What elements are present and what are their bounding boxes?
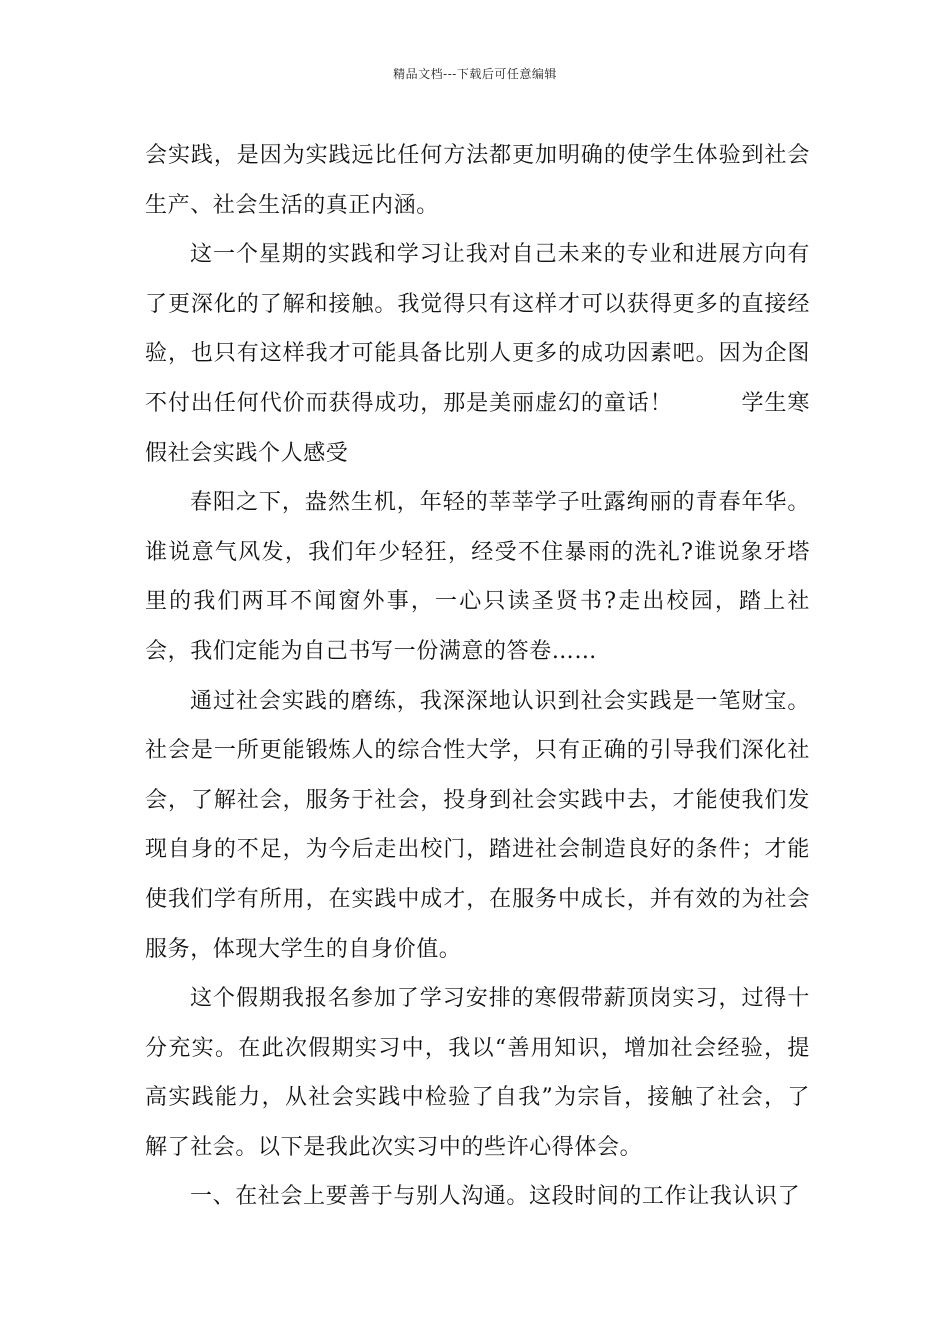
paragraph-6: 一、在社会上要善于与别人沟通。这段时间的工作让我认识了 xyxy=(190,1184,801,1210)
paragraph-5: 这个假期我报名参加了学习安排的寒假带薪顶岗实习，过得十分充实。在此次假期实习中，我以“善用知识，增加社会经验，提高实践能力，从社会实践中检验了自我”为宗旨，接触了社会，了解了社会。以下是我此次实习中的些许心得体会。 xyxy=(145,986,810,1160)
paragraph-1: 会实践，是因为实践远比任何方法都更加明确的使学生体验到社会生产、社会生活的真正内涵。 xyxy=(145,143,810,218)
paragraph-4: 通过社会实践的磨练，我深深地认识到社会实践是一笔财宝。社会是一所更能锻炼人的综合性大学，只有正确的引导我们深化社会，了解社会，服务于社会，投身到社会实践中去，才能使我们发现自身的不足，为今后走出校门，踏进社会制造良好的条件；才能使我们学有所用，在实践中成才，在服务中成长，并有效的为社会服务，体现大学生的自身价值。 xyxy=(145,688,810,962)
page-header: 精品文档---下载后可任意编辑 xyxy=(393,67,557,81)
paragraph-2: 这一个星期的实践和学习让我对自己未来的专业和进展方向有了更深化的了解和接触。我觉得只有这样才可以获得更多的直接经验，也只有这样我才可能具备比别人更多的成功因素吧。因为企图不付出任何代价而获得成功，那是美丽虚幻的童话！ 学生寒假社会实践个人感受 xyxy=(145,242,810,466)
paragraph-3: 春阳之下，盎然生机，年轻的莘莘学子吐露绚丽的青春年华。谁说意气风发，我们年少轻狂，经受不住暴雨的洗礼?谁说象牙塔里的我们两耳不闻窗外事，一心只读圣贤书?走出校园，踏上社会，我们定能为自己书写一份满意的答卷…… xyxy=(145,490,810,664)
document-body xyxy=(145,131,810,1222)
